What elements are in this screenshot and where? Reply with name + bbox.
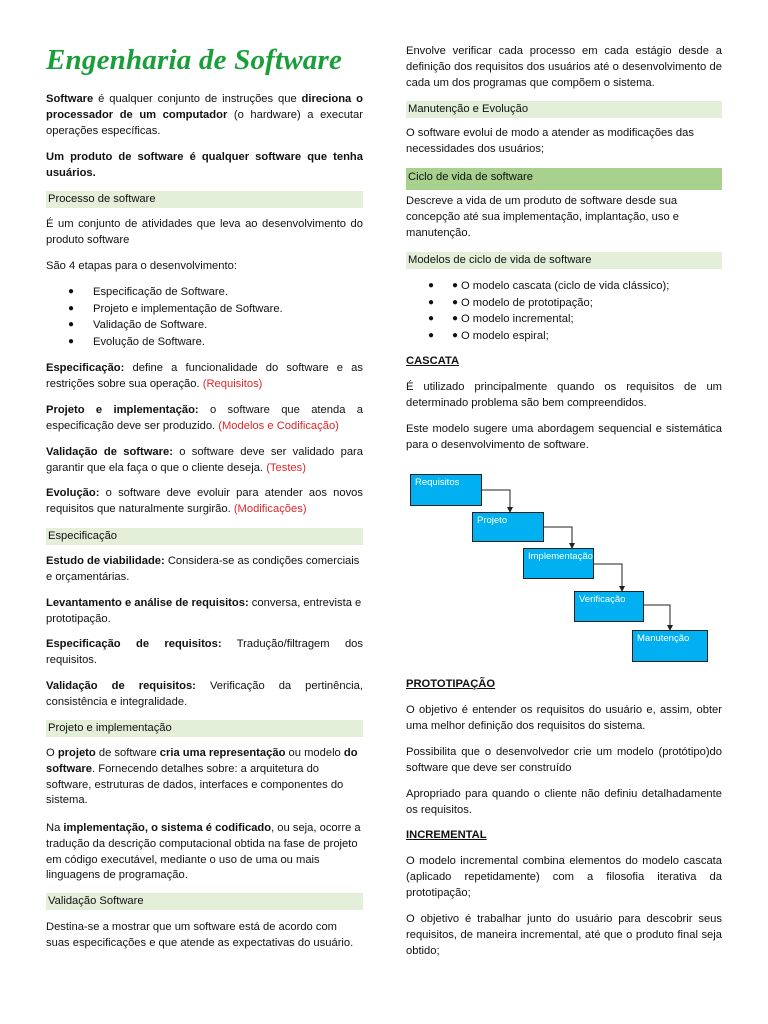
modelos-list: [406, 278, 722, 344]
arrow-connector: [644, 605, 670, 630]
envolve-paragraph: Envolve verificar cada processo em cada estágio desde a definição dos requisitos dos usuários até o desenvolvimento de cada um dos programas que compõem o sistema.: [406, 45, 722, 89]
heading-incremental: INCREMENTAL: [406, 829, 487, 841]
etapas-intro: São 4 etapas para o desenvolvimento:: [46, 260, 237, 272]
implementacao-description: Na implementação, o sistema é codificado, ou seja, ocorre a tradução da descrição computacional obtida na fase de projeto em código executável, mediante o uso de uma ou mais linguagens de programação.: [46, 822, 361, 882]
list-item: ● Evolução de Software.: [68, 335, 205, 348]
diagram-box-requisitos: Requisitos: [410, 474, 482, 506]
cascata-paragraph-2: Este modelo sugere uma abordagem sequencial e sistemática para o desenvolvimento de software.: [406, 423, 722, 451]
diagram-box-projeto: Projeto: [472, 512, 544, 542]
validacao-paragraph: Validação de software: o software deve ser validado para garantir que ela faça o que o cliente deseja. (Testes): [46, 446, 363, 474]
etapas-list: [46, 284, 363, 350]
especificacao-requisitos-paragraph: Especificação de requisitos: Tradução/filtragem dos requisitos.: [46, 638, 363, 666]
arrow-connector: [594, 564, 622, 591]
list-item: ● ● O modelo de prototipação;: [428, 296, 593, 309]
list-item: ● ● O modelo incremental;: [428, 313, 574, 326]
prototipacao-paragraph-1: O objetivo é entender os requisitos do usuário e, assim, obter uma melhor definição dos requisitos do sistema.: [406, 704, 722, 732]
section-header-ciclo: Ciclo de vida de software: [406, 168, 722, 190]
heading-prototipacao: PROTOTIPAÇÃO: [406, 678, 496, 690]
projeto-description: O projeto de software cria uma representação ou modelo do software. Fornecendo detalhes sobre: a arquitetura do software, estruturas de dados, interfaces e componentes do sistema.: [46, 747, 358, 807]
projeto-paragraph: Projeto e implementação: o software que atenda a especificação deve ser produzido. (Modelos e Codificação): [46, 404, 363, 432]
list-item: ● Validação de Software.: [68, 319, 208, 332]
list-item: ● ● O modelo espiral;: [428, 329, 549, 342]
page-title: Engenharia de Software: [46, 44, 343, 76]
validacao-requisitos-paragraph: Validação de requisitos: Verificação da pertinência, consistência e integralidade.: [46, 680, 364, 708]
incremental-paragraph-2: O objetivo é trabalhar junto do usuário para descobrir seus requisitos, de maneira incremental, até que o produto final seja obtido;: [406, 913, 722, 957]
arrow-connector: [482, 490, 510, 512]
arrow-connector: [544, 527, 572, 548]
especificacao-paragraph: Especificação: define a funcionalidade do software e as restrições sobre sua operação. (Requisitos): [46, 362, 363, 390]
software-definition: Software é qualquer conjunto de instruções que direciona o processador de um computador (o hardware) a executar operações específicas.: [46, 93, 363, 137]
viabilidade-paragraph: Estudo de viabilidade: Considera-se as condições comerciais e orçamentárias.: [46, 555, 360, 583]
ciclo-paragraph: Descreve a vida de um produto de software desde sua concepção até sua implementação, implantação, uso e manutenção.: [406, 195, 680, 239]
list-item: ● ● O modelo cascata (ciclo de vida clássico);: [428, 280, 670, 292]
product-definition: Um produto de software é qualquer software que tenha usuários.: [46, 151, 363, 179]
prototipacao-paragraph-3: Apropriado para quando o cliente não definiu detalhadamente os requisitos.: [406, 788, 722, 816]
cascata-paragraph-1: É utilizado principalmente quando os requisitos de um determinado problema são bem compreendidos.: [406, 381, 722, 409]
evolucao-paragraph: Evolução: o software deve evoluir para atender aos novos requisitos que naturalmente surgirão. (Modificações): [46, 487, 363, 515]
prototipacao-paragraph-2: Possibilita que o desenvolvedor crie um modelo (protótipo)do software que deve ser construído: [406, 746, 722, 774]
validacao-description: Destina-se a mostrar que um software está de acordo com suas especificações e que atende as expectativas do usuário.: [46, 921, 354, 949]
manutencao-paragraph: O software evolui de modo a atender as modificações das necessidades dos usuários;: [406, 127, 694, 155]
section-header-validacao: Validação Software: [46, 893, 363, 910]
incremental-paragraph-1: O modelo incremental combina elementos do modelo cascata (aplicado repetidamente) com a filosofia iterativa da prototipação;: [406, 855, 722, 899]
list-item: ● Especificação de Software.: [68, 286, 228, 298]
section-header-especificacao: Especificação: [46, 528, 363, 545]
cascata-diagram: [406, 474, 722, 670]
diagram-box-manutencao: Manutenção: [632, 630, 708, 662]
heading-cascata: CASCATA: [406, 355, 460, 367]
diagram-box-implementacao: Implementação: [523, 548, 594, 579]
section-header-manutencao: Manutenção e Evolução: [406, 101, 722, 118]
levantamento-paragraph: Levantamento e análise de requisitos: conversa, entrevista e prototipação.: [46, 597, 362, 625]
diagram-box-verificacao: Verificação: [574, 591, 644, 622]
processo-description: É um conjunto de atividades que leva ao desenvolvimento do produto software: [46, 218, 363, 246]
section-header-modelos: Modelos de ciclo de vida de software: [406, 252, 722, 269]
section-header-projeto: Projeto e implementação: [46, 720, 363, 737]
section-header-processo: Processo de software: [46, 191, 363, 208]
list-item: ● Projeto e implementação de Software.: [68, 302, 283, 315]
